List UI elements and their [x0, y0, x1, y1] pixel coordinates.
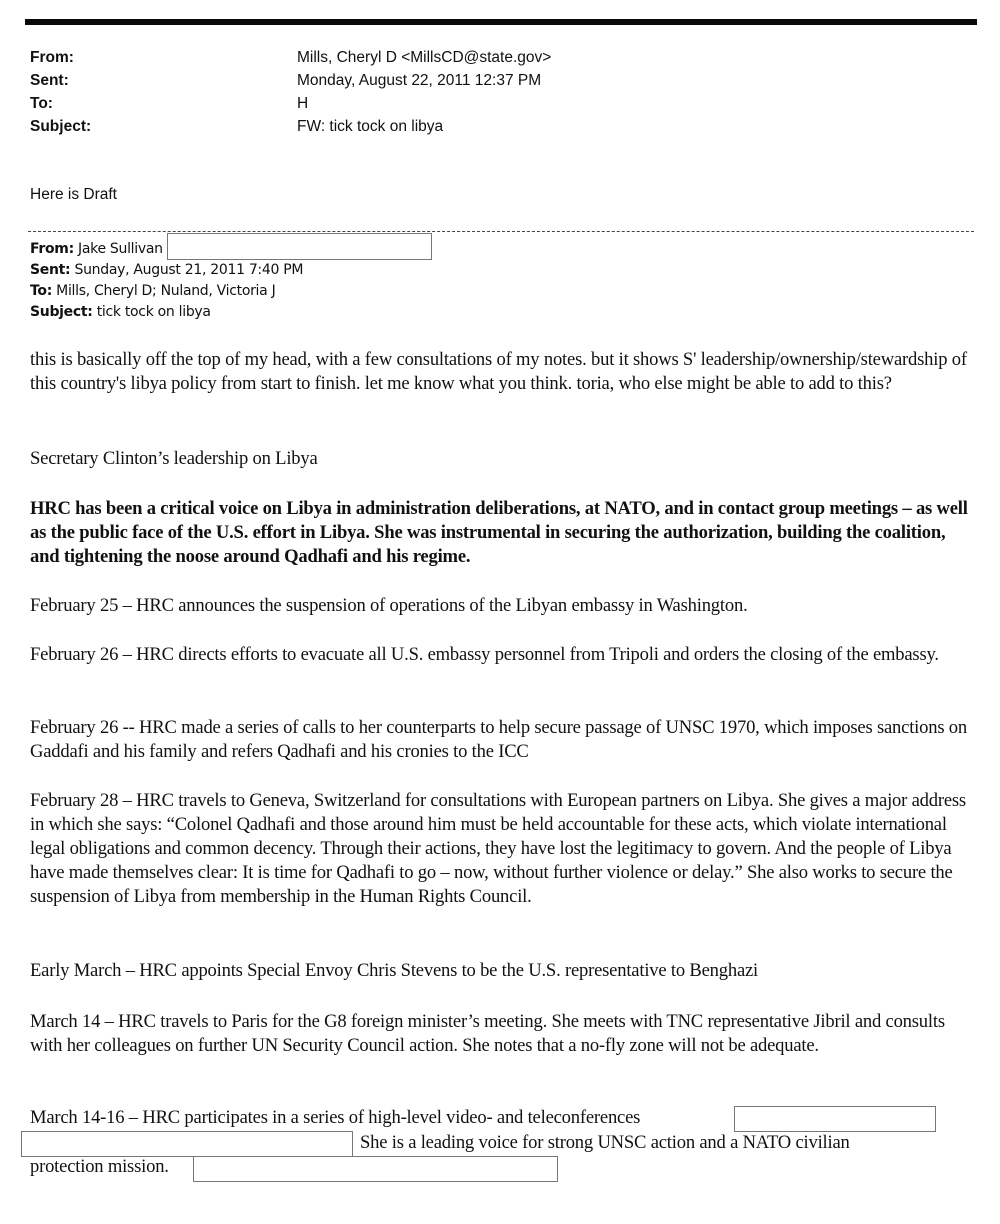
forwarded-header — [30, 239, 432, 323]
timeline-entry: Early March – HRC appoints Special Envoy Chris Stevens to be the U.S. representative to Benghazi — [30, 960, 759, 981]
timeline-entry: February 25 – HRC announces the suspension of operations of the Libyan embassy in Washington. — [30, 595, 748, 616]
header-from-row — [30, 46, 551, 69]
timeline-entry: February 28 – HRC travels to Geneva, Switzerland for consultations with European partners on Libya. She gives a major address in which she says: “Colonel Qadhafi and those around him must be held accountable for these acts, which violate international legal obligations and common decency. Through their actions, they have lost the legitimacy to govern. And the people of Libya have made themselves clear: It is time for Qadhafi to go – now, without further violence or delay.” She also works to secure the suspension of Libya from membership in the Human Rights Council. — [30, 790, 966, 907]
fwd-to-value: Mills, Cheryl D; Nuland, Victoria J — [56, 283, 276, 299]
subject-value: FW: tick tock on libya — [297, 118, 444, 135]
fwd-from-row — [30, 239, 432, 260]
fwd-from-value: Jake Sullivan — [78, 241, 163, 257]
body-note: this is basically off the top of my head, with a few consultations of my notes. but it shows S' leadership/ownership/stewardship of this country's libya policy from start to finish. let me know what you think. toria, who else might be able to add to this? — [30, 349, 967, 394]
timeline-entry: February 26 -- HRC made a series of calls to her counterparts to help secure passage of UNSC 1970, which imposes sanctions on Gaddafi and his family and refers Qadhafi and his cronies to the ICC — [30, 717, 967, 762]
fwd-from-label: From: — [30, 241, 74, 257]
sent-label: Sent: — [30, 72, 69, 89]
from-label: From: — [30, 49, 74, 66]
subject-label: Subject: — [30, 118, 92, 135]
to-label: To: — [30, 95, 53, 112]
redaction-box — [21, 1131, 353, 1157]
redaction-box — [193, 1156, 558, 1182]
entry-part-1: March 14-16 – HRC participates in a series of high-level video- and teleconferences — [30, 1107, 641, 1128]
fwd-subject-value: tick tock on libya — [96, 304, 211, 320]
sent-value: Monday, August 22, 2011 12:37 PM — [297, 72, 542, 89]
top-rule — [25, 19, 977, 25]
header-subject-row — [30, 115, 551, 138]
body-summary: HRC has been a critical voice on Libya in administration deliberations, at NATO, and in contact group meetings – as well as the public face of the U.S. effort in Libya. She was instrumental in securing the authorization, building the coalition, and tightening the noose around Qadhafi and his regime. — [30, 498, 968, 567]
redaction-box — [734, 1106, 936, 1132]
to-value: H — [297, 95, 309, 112]
from-value: Mills, Cheryl D <MillsCD@state.gov> — [297, 49, 552, 66]
forward-separator — [28, 231, 974, 232]
fwd-to-label: To: — [30, 283, 53, 299]
fwd-subject-label: Subject: — [30, 304, 93, 320]
email-header — [30, 46, 551, 138]
fwd-subject-row — [30, 302, 432, 323]
body-title: Secretary Clinton’s leadership on Libya — [30, 448, 318, 469]
fwd-to-row — [30, 281, 432, 302]
timeline-entry: February 26 – HRC directs efforts to evacuate all U.S. embassy personnel from Tripoli and orders the closing of the embassy. — [30, 644, 939, 665]
header-to-row — [30, 92, 551, 115]
header-sent-row — [30, 69, 551, 92]
entry-part-2: She is a leading voice for strong UNSC action and a NATO civilian — [360, 1132, 850, 1153]
fwd-sent-label: Sent: — [30, 262, 71, 278]
fwd-sent-row — [30, 260, 432, 281]
fwd-sent-value: Sunday, August 21, 2011 7:40 PM — [74, 262, 304, 278]
intro-text: Here is Draft — [30, 186, 117, 203]
redaction-box — [167, 233, 432, 260]
timeline-entry: March 14 – HRC travels to Paris for the G8 foreign minister’s meeting. She meets with TNC representative Jibril and consults with her colleagues on further UN Security Council action. She notes that a no-fly zone will not be adequate. — [30, 1011, 945, 1056]
entry-part-3: protection mission. — [30, 1156, 169, 1177]
